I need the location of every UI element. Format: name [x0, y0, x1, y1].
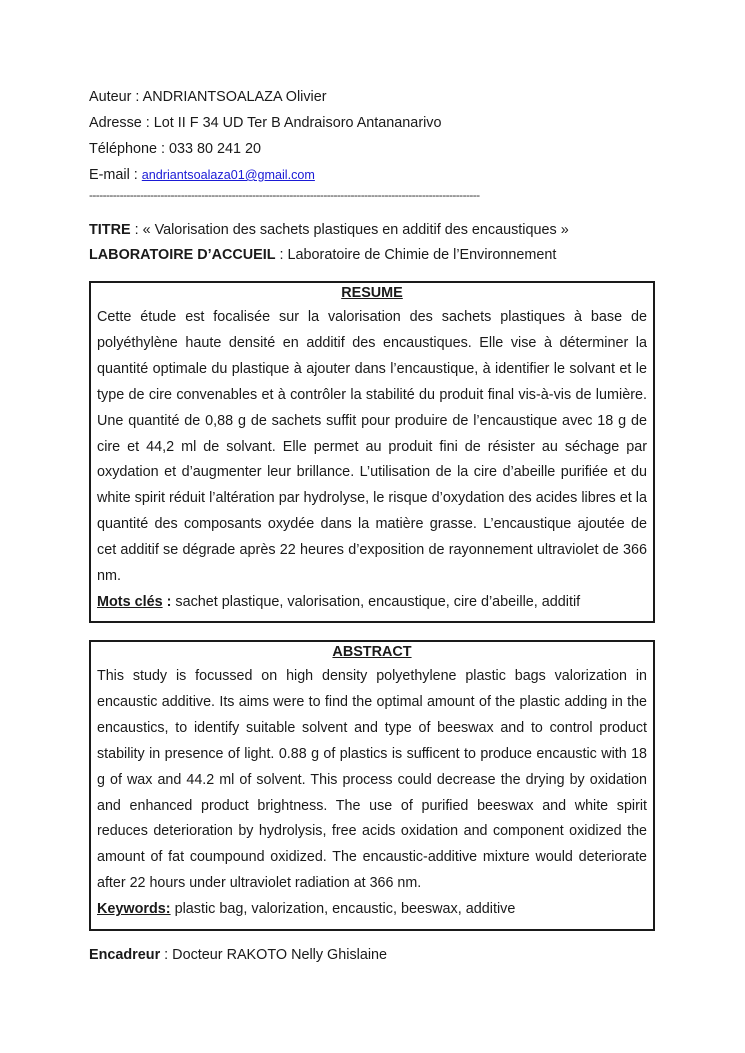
resume-keywords: [97, 590, 647, 614]
document-page: [89, 86, 655, 966]
supervisor-value: : Docteur RAKOTO Nelly Ghislaine: [160, 947, 388, 963]
author-value: ANDRIANTSOALAZA Olivier: [142, 89, 327, 105]
title-label: TITRE: [89, 222, 131, 238]
phone-line: [89, 138, 655, 164]
lab-line: [89, 244, 655, 269]
author-line: [89, 86, 655, 112]
lab-value: : Laboratoire de Chimie de l’Environnement: [275, 247, 557, 263]
resume-text: Cette étude est focalisée sur la valorisation des sachets plastiques à base de polyéthylène haute densité en additif des encaustiques. Elle vise à déterminer la quantité optimale du plastique à ajouter dans l’encaustique, à identifier le solvant et le type de cire convenables et à contrôler la stabilité du produit final vis-à-vis de lumière. Une quantité de 0,88 g de sachets suffit pour produire de l’encaustique avec 18 g de cire et 44,2 ml de solvant. Elle permet au produit fini de résister au séchage par oxydation et d’augmenter leur brillance. L’utilisation de la cire d’abeille purifiée et du white spirit réduit l’altération par hydrolyse, le risque d’oxydation des acides libres et la quantité des composants oxydée dans la matière grasse. L’encaustique ajoutée de cet additif se dégrade après 22 heures d’exposition de rayonnement ultraviolet de 366 nm.: [97, 309, 647, 585]
supervisor-label: Encadreur: [89, 947, 161, 963]
dashed-divider: -------------------------------------------------------------------------------------------------------------------: [89, 190, 480, 202]
supervisor-line: [89, 944, 655, 966]
email-label: E-mail :: [89, 167, 142, 183]
resume-keywords-label: Mots clés: [97, 593, 163, 610]
resume-keywords-value: sachet plastique, valorisation, encaustique, cire d’abeille, additif: [175, 593, 581, 610]
abstract-keywords: [97, 897, 647, 921]
title-value: : « Valorisation des sachets plastiques en additif des encaustiques »: [130, 222, 569, 238]
lab-label: LABORATOIRE D’ACCUEIL: [89, 247, 276, 263]
phone-value: 033 80 241 20: [169, 141, 262, 157]
abstract-heading: ABSTRACT: [332, 644, 412, 660]
address-label: Adresse :: [89, 115, 154, 131]
email-link[interactable]: andriantsoalaza01@gmail.com: [141, 168, 315, 182]
email-line: [89, 164, 655, 190]
abstract-keywords-label: Keywords:: [97, 901, 171, 918]
resume-keywords-sep: :: [162, 593, 176, 610]
abstract-text: This study is focussed on high density polyethylene plastic bags valorization in encaustic additive. Its aims were to find the optimal amount of the plastic adding in the encaustics, to identify suitable solvent and type of beeswax and to control product stability in presence of light. 0.88 g of plastics is sufficent to produce encaustic with 18 g of wax and 44.2 ml of solvent. This process could decrease the drying by oxidation and enhanced product brightness. The use of purified beeswax and white spirit reduces deterioration by hydrolysis, free acids oxidation and component oxidized the amount of fat coumpound oxidized. The encaustic-additive mixture would deteriorate after 22 hours under ultraviolet radiation at 366 nm.: [97, 668, 647, 892]
title-block: [89, 219, 655, 269]
address-value: Lot II F 34 UD Ter B Andraisoro Antananarivo: [153, 115, 442, 131]
abstract-keywords-value: plastic bag, valorization, encaustic, beeswax, additive: [170, 901, 516, 918]
resume-box: [89, 281, 655, 623]
author-label: Auteur :: [89, 89, 143, 105]
abstract-box: [89, 640, 655, 931]
phone-label: Téléphone :: [89, 141, 170, 157]
resume-heading: RESUME: [341, 285, 403, 301]
title-line: [89, 219, 655, 244]
address-line: [89, 112, 655, 138]
